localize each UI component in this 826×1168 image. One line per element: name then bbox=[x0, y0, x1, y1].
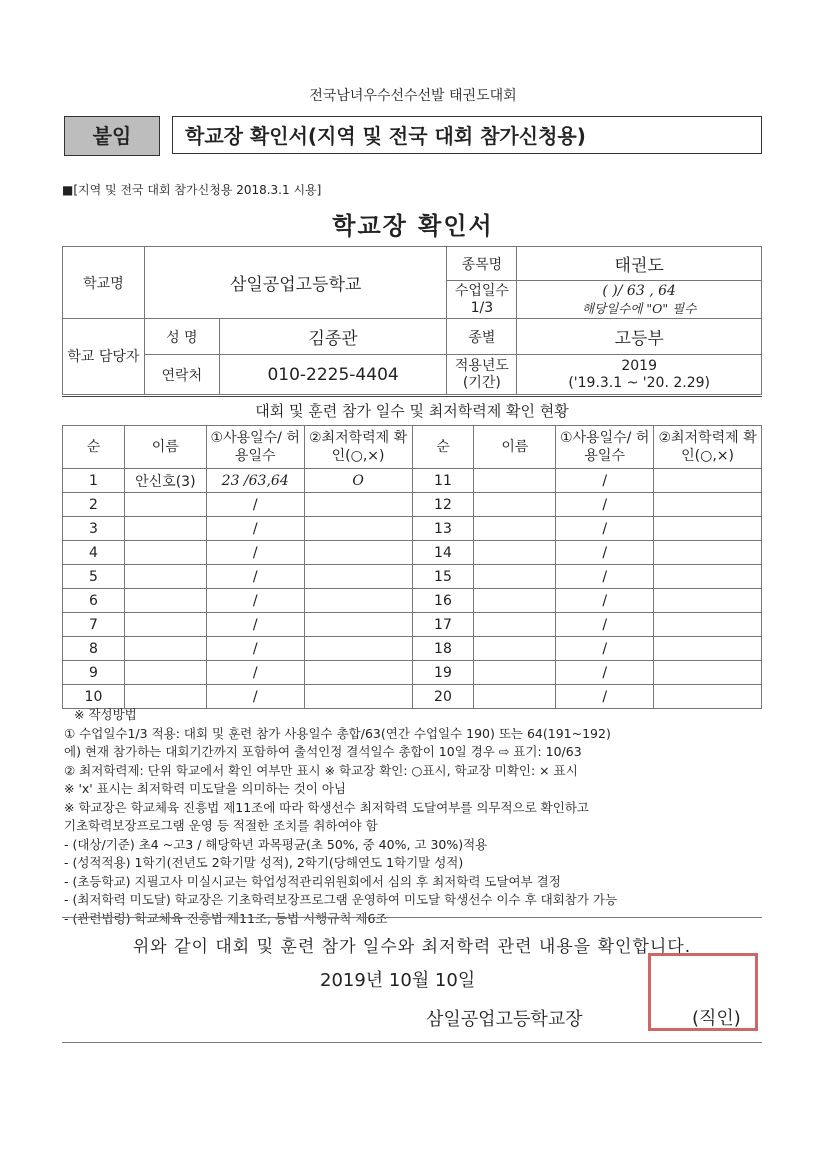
table-row bbox=[63, 493, 762, 517]
header-min-academic: ②최저학력제 확인(○,×) bbox=[304, 426, 412, 469]
row-name bbox=[474, 637, 556, 661]
header-name: 이름 bbox=[474, 426, 556, 469]
table-row bbox=[63, 469, 762, 493]
row-check bbox=[654, 685, 762, 709]
row-check bbox=[304, 589, 412, 613]
row-no: 8 bbox=[63, 637, 125, 661]
event-title: 전국남녀우수선수선발 태권도대회 bbox=[309, 88, 517, 104]
confirm-text: 위와 같이 대회 및 훈련 참가 일수와 최저학력 관련 내용을 확인합니다. bbox=[132, 937, 692, 957]
divider bbox=[62, 1042, 762, 1043]
table-row bbox=[63, 589, 762, 613]
header-no: 순 bbox=[412, 426, 474, 469]
row-no: 6 bbox=[63, 589, 125, 613]
seal-label: (직인) bbox=[692, 1008, 741, 1029]
row-name bbox=[474, 613, 556, 637]
row-days: / bbox=[206, 685, 304, 709]
row-days: / bbox=[556, 685, 654, 709]
row-check bbox=[304, 613, 412, 637]
row-days: / bbox=[206, 517, 304, 541]
row-no: 3 bbox=[63, 517, 125, 541]
year-value bbox=[517, 355, 762, 395]
row-days: / bbox=[556, 637, 654, 661]
row-no: 17 bbox=[412, 613, 474, 637]
row-days: / bbox=[206, 493, 304, 517]
classdays-label: 수업일수 1/3 bbox=[447, 281, 517, 319]
row-name bbox=[124, 637, 206, 661]
row-no: 7 bbox=[63, 613, 125, 637]
row-no: 14 bbox=[412, 541, 474, 565]
name-label: 성 명 bbox=[144, 319, 219, 355]
table-row bbox=[63, 565, 762, 589]
row-name bbox=[124, 613, 206, 637]
row-no: 11 bbox=[412, 469, 474, 493]
contact-label: 연락처 bbox=[144, 355, 219, 395]
row-name bbox=[474, 517, 556, 541]
notes-heading: ※ 작성방법 bbox=[74, 707, 137, 722]
row-days: / bbox=[556, 541, 654, 565]
classdays-instruction: 해당일수에 "O" 필수 bbox=[582, 300, 697, 316]
header-days: ①사용일수/ 허용일수 bbox=[556, 426, 654, 469]
category-label: 종별 bbox=[447, 319, 517, 355]
row-check bbox=[654, 589, 762, 613]
row-days: / bbox=[206, 661, 304, 685]
row-no: 5 bbox=[63, 565, 125, 589]
row-check bbox=[654, 661, 762, 685]
row-name bbox=[124, 493, 206, 517]
note-line: 기초학력보장프로그램 운영 등 적절한 조치를 취하여야 함 bbox=[64, 818, 378, 833]
row-name bbox=[474, 541, 556, 565]
row-name bbox=[474, 565, 556, 589]
table-row bbox=[63, 661, 762, 685]
row-name bbox=[124, 565, 206, 589]
document-title: 학교장 확인서(지역 및 전국 대회 참가신청용) bbox=[172, 116, 762, 154]
row-check bbox=[304, 685, 412, 709]
row-check bbox=[304, 517, 412, 541]
row-no: 19 bbox=[412, 661, 474, 685]
note-line: - (초등학교) 지필고사 미실시교는 학업성적관리위원회에서 심의 후 최저학력 도달여부 결정 bbox=[64, 873, 561, 889]
row-name bbox=[474, 685, 556, 709]
row-name bbox=[124, 685, 206, 709]
table-row bbox=[63, 637, 762, 661]
note-line: 에) 현재 참가하는 대회기간까지 포함하여 출석인정 결석일수 총합이 10일 경우 ⇨ 표기: 10/63 bbox=[64, 744, 582, 759]
row-check: O bbox=[304, 469, 412, 493]
row-name: 안신호(3) bbox=[124, 469, 206, 493]
notes bbox=[64, 706, 764, 928]
name-value: 김종관 bbox=[219, 319, 447, 355]
table-row bbox=[63, 541, 762, 565]
note-line: ※ 학교장은 학교체육 진흥법 제11조에 따라 학생선수 최저학력 도달여부를 의무적으로 확인하고 bbox=[64, 799, 589, 815]
usage-note: ■[지역 및 전국 대회 참가신청용 2018.3.1 시용] bbox=[62, 183, 322, 197]
header-min-academic: ②최저학력제 확인(○,×) bbox=[654, 426, 762, 469]
note-line: - (최저학력 미도달) 학교장은 기초학력보장프로그램 운영하여 미도달 학생선수 이수 후 대회참가 가능 bbox=[64, 892, 618, 907]
category-value: 고등부 bbox=[517, 319, 762, 355]
table-row bbox=[63, 517, 762, 541]
row-check bbox=[304, 565, 412, 589]
row-days: / bbox=[556, 661, 654, 685]
row-days: 23 /63,64 bbox=[206, 469, 304, 493]
note-line: - (대상/기준) 초4 ~고3 / 해당학년 과목평균(초 50%, 중 40%, 고 30%)적용 bbox=[64, 836, 488, 852]
row-name bbox=[474, 469, 556, 493]
table-row bbox=[63, 613, 762, 637]
row-days: / bbox=[556, 565, 654, 589]
row-days: / bbox=[206, 637, 304, 661]
row-check bbox=[304, 637, 412, 661]
row-no: 16 bbox=[412, 589, 474, 613]
row-name bbox=[124, 661, 206, 685]
staff-label: 학교 담당자 bbox=[63, 319, 145, 395]
row-no: 4 bbox=[63, 541, 125, 565]
row-check bbox=[304, 493, 412, 517]
note-line: ※ 'x' 표시는 최저학력 미도달을 의미하는 것이 아님 bbox=[64, 781, 346, 796]
row-name bbox=[474, 661, 556, 685]
row-name bbox=[474, 589, 556, 613]
sport-value: 태권도 bbox=[517, 247, 762, 281]
school-label: 학교명 bbox=[63, 247, 145, 319]
row-no: 1 bbox=[63, 469, 125, 493]
table-row bbox=[63, 685, 762, 709]
row-check bbox=[654, 493, 762, 517]
principal-name: 삼일공업고등학교장 bbox=[426, 1009, 583, 1030]
row-days: / bbox=[556, 493, 654, 517]
row-days: / bbox=[206, 541, 304, 565]
status-table bbox=[62, 425, 762, 709]
row-name bbox=[474, 493, 556, 517]
year-value-period: ('19.3.1 ~ '20. 2.29) bbox=[568, 374, 710, 391]
row-days: / bbox=[556, 469, 654, 493]
row-check bbox=[654, 637, 762, 661]
row-no: 9 bbox=[63, 661, 125, 685]
row-no: 18 bbox=[412, 637, 474, 661]
row-no: 13 bbox=[412, 517, 474, 541]
classdays-fraction: ( )/ 63 , 64 bbox=[602, 282, 676, 299]
row-days: / bbox=[556, 613, 654, 637]
row-check bbox=[654, 469, 762, 493]
note-line: - (관련법령) 학교체육 진흥법 제11조, 동법 시행규칙 제6조 bbox=[64, 910, 388, 926]
sport-label: 종목명 bbox=[447, 247, 517, 281]
row-name bbox=[124, 517, 206, 541]
contact-value: 010-2225-4404 bbox=[219, 355, 447, 395]
row-days: / bbox=[206, 589, 304, 613]
row-check bbox=[654, 517, 762, 541]
issue-date: 2019년 10월 10일 bbox=[320, 970, 476, 991]
status-section-title: 대회 및 훈련 참가 일수 및 최저학력제 확인 현황 bbox=[62, 396, 762, 426]
row-no: 20 bbox=[412, 685, 474, 709]
row-check bbox=[654, 541, 762, 565]
row-check bbox=[654, 613, 762, 637]
row-name bbox=[124, 541, 206, 565]
note-line: ① 수업일수1/3 적용: 대회 및 훈련 참가 사용일수 총합/63(연간 수업일수 190) 또는 64(191~192) bbox=[64, 725, 611, 741]
header-days: ①사용일수/ 허용일수 bbox=[206, 426, 304, 469]
row-check bbox=[304, 661, 412, 685]
row-days: / bbox=[556, 517, 654, 541]
header-no: 순 bbox=[63, 426, 125, 469]
attachment-label: 붙임 bbox=[64, 116, 160, 156]
note-line: ② 최저학력제: 단위 학교에서 확인 여부만 표시 ※ 학교장 확인: ○표시, 학교장 미확인: × 표시 bbox=[64, 762, 578, 778]
row-check bbox=[304, 541, 412, 565]
row-no: 15 bbox=[412, 565, 474, 589]
header-name: 이름 bbox=[124, 426, 206, 469]
school-value: 삼일공업고등학교 bbox=[144, 247, 447, 319]
row-no: 12 bbox=[412, 493, 474, 517]
note-line: - (성적적용) 1학기(전년도 2학기말 성적), 2학기(당해연도 1학기말 성적) bbox=[64, 855, 464, 870]
row-days: / bbox=[206, 613, 304, 637]
row-days: / bbox=[556, 589, 654, 613]
row-name bbox=[124, 589, 206, 613]
year-value-year: 2019 bbox=[621, 357, 657, 374]
row-no: 2 bbox=[63, 493, 125, 517]
classdays-value bbox=[517, 281, 762, 319]
row-days: / bbox=[206, 565, 304, 589]
divider bbox=[62, 917, 762, 918]
info-table bbox=[62, 246, 762, 395]
year-label: 적용년도 (기간) bbox=[447, 355, 517, 395]
row-no: 10 bbox=[63, 685, 125, 709]
row-check bbox=[654, 565, 762, 589]
main-title: 학교장 확인서 bbox=[332, 212, 494, 240]
